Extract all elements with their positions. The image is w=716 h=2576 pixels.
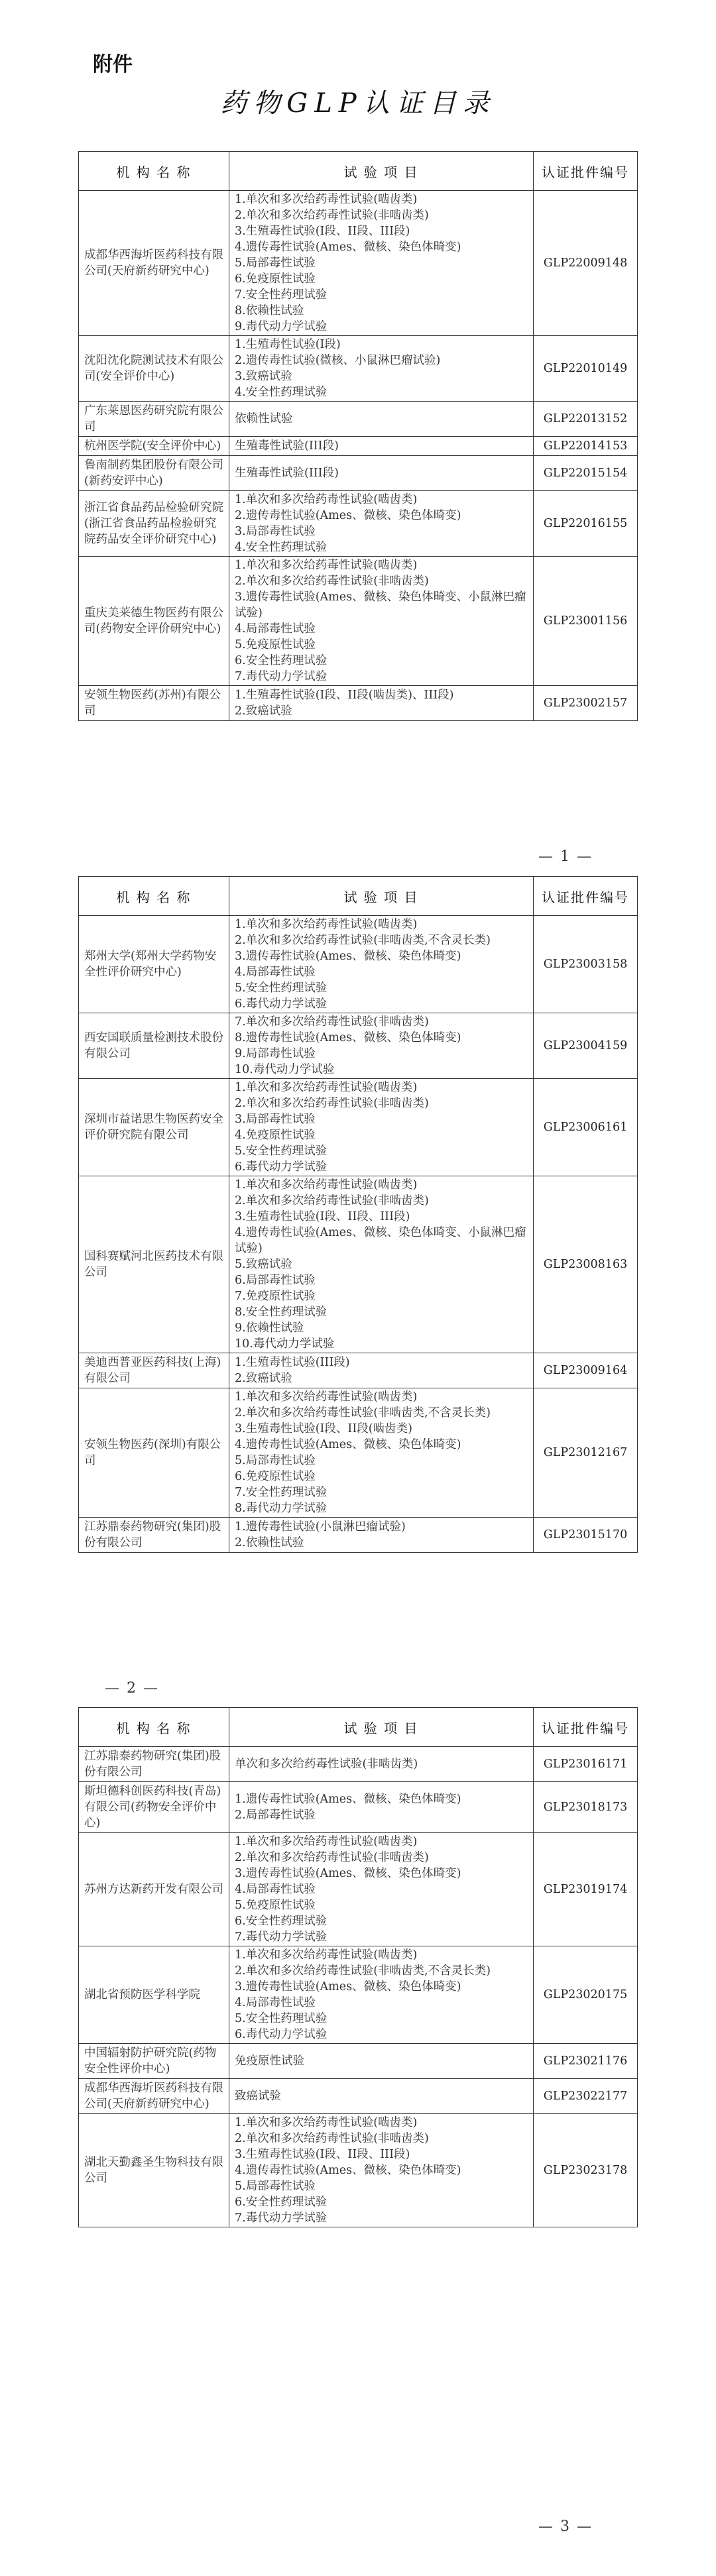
test-items [229, 2079, 534, 2114]
table-row [79, 2079, 638, 2114]
header-cert: 认证批件编号 [534, 1708, 638, 1747]
test-item: 3.遗传毒性试验(Ames、微核、染色体畸变) [235, 1867, 461, 1880]
table-row [79, 1013, 638, 1079]
test-items [229, 1782, 534, 1833]
test-item: 7.安全性药理试验 [235, 1486, 328, 1499]
table-row [79, 456, 638, 491]
institution-name: 郑州大学(郑州大学药物安全性评价研究中心) [79, 916, 229, 1013]
test-item: 8.安全性药理试验 [235, 1306, 328, 1319]
institution-name: 西安国联质量检测技术股份有限公司 [79, 1013, 229, 1079]
table-row [79, 916, 638, 1013]
certificate-number: GLP23001156 [534, 557, 638, 686]
test-items [229, 2044, 534, 2079]
test-item: 1.生殖毒性试验(III段) [235, 1356, 350, 1369]
page-number-2: — 2 — [105, 1680, 159, 1697]
test-items [229, 1518, 534, 1553]
document-title: 药物GLP认证目录 [220, 88, 496, 119]
test-item: 4.安全性药理试验 [235, 386, 328, 399]
catalog-table-page-2 [78, 876, 638, 1553]
test-item: 2.单次和多次给药毒性试验(非啮齿类,不含灵长类) [235, 934, 491, 947]
test-items [229, 336, 534, 402]
test-item: 1.单次和多次给药毒性试验(啮齿类) [235, 493, 418, 506]
test-item: 1.生殖毒性试验(I段、II段(啮齿类)、III段) [235, 689, 454, 702]
test-item: 6.毒代动力学试验 [235, 997, 328, 1011]
certificate-number: GLP23023178 [534, 2114, 638, 2227]
test-item: 9.依赖性试验 [235, 1321, 304, 1335]
table-row [79, 2114, 638, 2227]
test-item: 4.遗传毒性试验(Ames、微核、染色体畸变) [235, 2164, 461, 2177]
test-item: 6.安全性药理试验 [235, 2196, 328, 2209]
test-items [229, 1946, 534, 2044]
test-item: 2.致癌试验 [235, 704, 292, 718]
institution-name: 成都华西海圻医药科技有限公司(天府新药研究中心) [79, 191, 229, 336]
page-number-3: — 3 — [538, 2518, 593, 2535]
table-row [79, 1782, 638, 1833]
test-item: 1.单次和多次给药毒性试验(啮齿类) [235, 559, 418, 572]
test-item: 2.单次和多次给药毒性试验(非啮齿类) [235, 209, 429, 222]
test-item: 4.遗传毒性试验(Ames、微核、染色体畸变) [235, 1438, 461, 1451]
institution-name: 广东莱恩医药研究院有限公司 [79, 402, 229, 437]
test-item: 7.单次和多次给药毒性试验(非啮齿类) [235, 1015, 429, 1029]
test-item: 9.局部毒性试验 [235, 1047, 316, 1060]
test-item: 依赖性试验 [235, 412, 293, 425]
test-item: 1.单次和多次给药毒性试验(啮齿类) [235, 1948, 418, 1962]
header-org: 机 构 名 称 [79, 152, 229, 191]
test-item: 2.单次和多次给药毒性试验(非啮齿类) [235, 2132, 429, 2145]
certificate-number: GLP23016171 [534, 1747, 638, 1782]
institution-name: 斯坦德科创医药科技(青岛)有限公司(药物安全评价中心) [79, 1782, 229, 1833]
test-item: 10.毒代动力学试验 [235, 1337, 335, 1351]
test-item: 生殖毒性试验(III段) [235, 467, 339, 480]
test-item: 2.单次和多次给药毒性试验(非啮齿类) [235, 575, 429, 588]
test-item: 3.遗传毒性试验(Ames、微核、染色体畸变) [235, 1980, 461, 1993]
test-item: 7.毒代动力学试验 [235, 1931, 328, 1944]
table-row [79, 402, 638, 437]
institution-name: 鲁南制药集团股份有限公司(新药安评中心) [79, 456, 229, 491]
test-item: 3.生殖毒性试验(I段、II段(啮齿类) [235, 1422, 412, 1435]
certificate-number: GLP23009164 [534, 1353, 638, 1388]
test-items [229, 1833, 534, 1946]
test-items [229, 916, 534, 1013]
test-item: 4.局部毒性试验 [235, 622, 316, 636]
institution-name: 安领生物医药(深圳)有限公司 [79, 1388, 229, 1518]
catalog-table-page-3 [78, 1707, 638, 2227]
test-items [229, 1388, 534, 1518]
page-number-1: — 1 — [538, 848, 593, 865]
institution-name: 浙江省食品药品检验研究院(浙江省食品药品检验研究院药品安全评价研究中心) [79, 491, 229, 557]
table-row [79, 336, 638, 402]
certificate-number: GLP23022177 [534, 2079, 638, 2114]
test-items [229, 1747, 534, 1782]
test-item: 2.遗传毒性试验(微核、小鼠淋巴瘤试验) [235, 354, 441, 367]
table-header-row [79, 1708, 638, 1747]
test-item: 6.安全性药理试验 [235, 654, 328, 667]
test-item: 5.免疫原性试验 [235, 638, 316, 651]
table-row [79, 491, 638, 557]
test-item: 1.单次和多次给药毒性试验(啮齿类) [235, 2116, 418, 2129]
test-item: 7.免疫原性试验 [235, 1290, 316, 1303]
certificate-number: GLP23006161 [534, 1079, 638, 1176]
certificate-number: GLP23015170 [534, 1518, 638, 1553]
test-item: 2.致癌试验 [235, 1372, 292, 1385]
test-item: 8.遗传毒性试验(Ames、微核、染色体畸变) [235, 1031, 461, 1044]
test-item: 4.局部毒性试验 [235, 966, 316, 979]
test-item: 2.依赖性试验 [235, 1536, 304, 1549]
table-row [79, 191, 638, 336]
attachment-label: 附件 [93, 53, 133, 76]
test-item: 2.单次和多次给药毒性试验(非啮齿类,不含灵长类) [235, 1406, 491, 1420]
table-row [79, 686, 638, 721]
certificate-number: GLP22016155 [534, 491, 638, 557]
test-item: 3.局部毒性试验 [235, 525, 316, 538]
header-items: 试 验 项 目 [229, 152, 534, 191]
certificate-number: GLP23008163 [534, 1176, 638, 1353]
test-item: 生殖毒性试验(III段) [235, 439, 339, 453]
test-item: 3.遗传毒性试验(Ames、微核、染色体畸变) [235, 950, 461, 963]
test-items [229, 1079, 534, 1176]
test-item: 4.局部毒性试验 [235, 1883, 316, 1896]
test-item: 4.安全性药理试验 [235, 541, 328, 554]
certificate-number: GLP23002157 [534, 686, 638, 721]
test-item: 5.免疫原性试验 [235, 1899, 316, 1912]
table-header-row [79, 877, 638, 916]
test-item: 10.毒代动力学试验 [235, 1063, 335, 1076]
table-row [79, 1747, 638, 1782]
test-item: 8.毒代动力学试验 [235, 1502, 328, 1515]
test-item: 1.遗传毒性试验(Ames、微核、染色体畸变) [235, 1793, 461, 1806]
test-items [229, 686, 534, 721]
test-item: 4.局部毒性试验 [235, 1996, 316, 2009]
certificate-number: GLP22013152 [534, 402, 638, 437]
test-item: 单次和多次给药毒性试验(非啮齿类) [235, 1758, 418, 1771]
certificate-number: GLP23012167 [534, 1388, 638, 1518]
table-row [79, 1079, 638, 1176]
test-item: 4.遗传毒性试验(Ames、微核、染色体畸变、小鼠淋巴瘤试验) [235, 1226, 526, 1255]
header-org: 机 构 名 称 [79, 1708, 229, 1747]
test-item: 3.生殖毒性试验(I段、II段、III段) [235, 225, 410, 238]
certificate-number: GLP23019174 [534, 1833, 638, 1946]
test-item: 1.单次和多次给药毒性试验(啮齿类) [235, 1390, 418, 1404]
table-row [79, 557, 638, 686]
test-item: 1.单次和多次给药毒性试验(啮齿类) [235, 1835, 418, 1848]
test-item: 5.局部毒性试验 [235, 256, 316, 270]
test-items [229, 437, 534, 456]
test-item: 5.安全性药理试验 [235, 1145, 328, 1158]
certificate-number: GLP23004159 [534, 1013, 638, 1079]
test-item: 1.单次和多次给药毒性试验(啮齿类) [235, 1081, 418, 1094]
test-items [229, 1176, 534, 1353]
table-header-row [79, 152, 638, 191]
test-item: 5.局部毒性试验 [235, 2180, 316, 2193]
institution-name: 苏州方达新药开发有限公司 [79, 1833, 229, 1946]
test-items [229, 402, 534, 437]
test-item: 7.安全性药理试验 [235, 288, 328, 302]
test-item: 6.毒代动力学试验 [235, 2028, 328, 2041]
test-item: 2.单次和多次给药毒性试验(非啮齿类) [235, 1097, 429, 1110]
table-row [79, 1353, 638, 1388]
test-item: 7.毒代动力学试验 [235, 2212, 328, 2225]
test-items [229, 491, 534, 557]
institution-name: 江苏鼎泰药物研究(集团)股份有限公司 [79, 1747, 229, 1782]
test-item: 5.致癌试验 [235, 1258, 292, 1271]
test-item: 3.生殖毒性试验(I段、II段、III段) [235, 2148, 410, 2161]
institution-name: 湖北省预防医学科学院 [79, 1946, 229, 2044]
test-item: 5.安全性药理试验 [235, 2012, 328, 2025]
test-items [229, 1353, 534, 1388]
test-item: 5.安全性药理试验 [235, 981, 328, 995]
test-item: 9.毒代动力学试验 [235, 320, 328, 333]
header-cert: 认证批件编号 [534, 152, 638, 191]
test-item: 5.局部毒性试验 [235, 1454, 316, 1467]
header-items: 试 验 项 目 [229, 1708, 534, 1747]
certificate-number: GLP22015154 [534, 456, 638, 491]
certificate-number: GLP22010149 [534, 336, 638, 402]
institution-name: 深圳市益诺思生物医药安全评价研究院有限公司 [79, 1079, 229, 1176]
test-item: 7.毒代动力学试验 [235, 670, 328, 683]
test-item: 1.单次和多次给药毒性试验(啮齿类) [235, 1178, 418, 1192]
table-row [79, 2044, 638, 2079]
test-item: 2.局部毒性试验 [235, 1809, 316, 1822]
institution-name: 成都华西海圻医药科技有限公司(天府新药研究中心) [79, 2079, 229, 2114]
test-item: 2.单次和多次给药毒性试验(非啮齿类) [235, 1851, 429, 1864]
test-item: 6.毒代动力学试验 [235, 1160, 328, 1174]
test-item: 6.免疫原性试验 [235, 272, 316, 286]
test-item: 6.免疫原性试验 [235, 1470, 316, 1483]
test-item: 1.单次和多次给药毒性试验(啮齿类) [235, 918, 418, 931]
certificate-number: GLP22009148 [534, 191, 638, 336]
table-row [79, 1833, 638, 1946]
test-item: 6.安全性药理试验 [235, 1915, 328, 1928]
certificate-number: GLP23003158 [534, 916, 638, 1013]
test-item: 1.生殖毒性试验(I段) [235, 338, 341, 351]
catalog-table-page-1 [78, 151, 638, 721]
test-item: 致癌试验 [235, 2090, 281, 2103]
test-item: 3.致癌试验 [235, 370, 292, 383]
test-item: 3.生殖毒性试验(I段、II段、III段) [235, 1210, 410, 1223]
institution-name: 重庆美莱德生物医药有限公司(药物安全评价研究中心) [79, 557, 229, 686]
test-items [229, 456, 534, 491]
institution-name: 安领生物医药(苏州)有限公司 [79, 686, 229, 721]
table-row [79, 1388, 638, 1518]
institution-name: 国科赛赋河北医药技术有限公司 [79, 1176, 229, 1353]
test-item: 免疫原性试验 [235, 2054, 304, 2068]
test-items [229, 1013, 534, 1079]
test-item: 1.单次和多次给药毒性试验(啮齿类) [235, 193, 418, 206]
institution-name: 杭州医学院(安全评价中心) [79, 437, 229, 456]
table-row [79, 1946, 638, 2044]
institution-name: 沈阳沈化院测试技术有限公司(安全评价中心) [79, 336, 229, 402]
table-row [79, 1518, 638, 1553]
test-items [229, 191, 534, 336]
test-item: 3.遗传毒性试验(Ames、微核、染色体畸变、小鼠淋巴瘤试验) [235, 590, 526, 620]
institution-name: 湖北天勤鑫圣生物科技有限公司 [79, 2114, 229, 2227]
certificate-number: GLP23021176 [534, 2044, 638, 2079]
test-items [229, 557, 534, 686]
header-items: 试 验 项 目 [229, 877, 534, 916]
institution-name: 中国辐射防护研究院(药物安全性评价中心) [79, 2044, 229, 2079]
table-row [79, 437, 638, 456]
test-item: 6.局部毒性试验 [235, 1274, 316, 1287]
test-item: 3.局部毒性试验 [235, 1113, 316, 1126]
certificate-number: GLP22014153 [534, 437, 638, 456]
header-cert: 认证批件编号 [534, 877, 638, 916]
test-item: 1.遗传毒性试验(小鼠淋巴瘤试验) [235, 1520, 406, 1534]
table-row [79, 1176, 638, 1353]
certificate-number: GLP23018173 [534, 1782, 638, 1833]
institution-name: 江苏鼎泰药物研究(集团)股份有限公司 [79, 1518, 229, 1553]
header-org: 机 构 名 称 [79, 877, 229, 916]
test-item: 4.免疫原性试验 [235, 1129, 316, 1142]
institution-name: 美迪西普亚医药科技(上海)有限公司 [79, 1353, 229, 1388]
test-item: 4.遗传毒性试验(Ames、微核、染色体畸变) [235, 241, 461, 254]
test-items [229, 2114, 534, 2227]
test-item: 2.遗传毒性试验(Ames、微核、染色体畸变) [235, 509, 461, 522]
test-item: 8.依赖性试验 [235, 304, 304, 317]
test-item: 2.单次和多次给药毒性试验(非啮齿类) [235, 1194, 429, 1207]
test-item: 2.单次和多次给药毒性试验(非啮齿类,不含灵长类) [235, 1964, 491, 1978]
certificate-number: GLP23020175 [534, 1946, 638, 2044]
